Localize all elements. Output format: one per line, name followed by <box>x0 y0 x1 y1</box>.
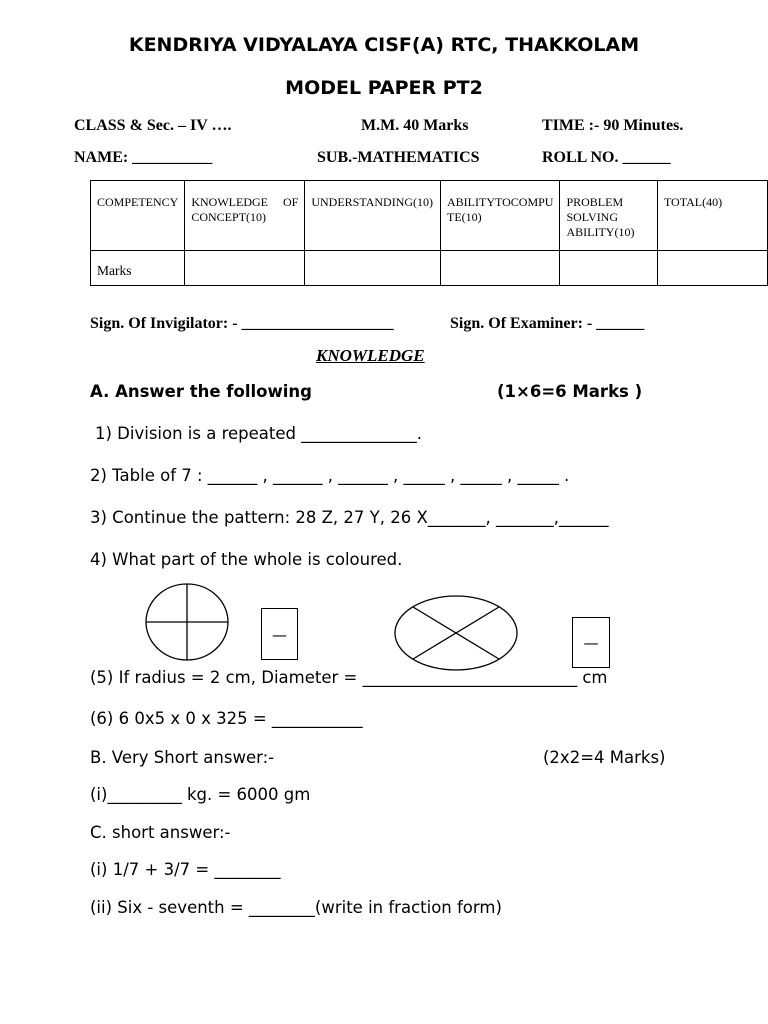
marks-cell <box>441 251 560 286</box>
section-b-title: B. Very Short answer:- <box>90 748 275 767</box>
question-a4: 4) What part of the whole is coloured. <box>90 550 403 569</box>
max-marks: M.M. 40 Marks <box>361 117 469 134</box>
subject-info: SUB.-MATHEMATICS <box>317 149 480 166</box>
question-b1: (i)_________ kg. = 6000 gm <box>90 785 311 804</box>
competency-header: COMPETENCY <box>91 181 185 251</box>
section-heading: KNOWLEDGE <box>316 346 425 365</box>
question-c2: (ii) Six - seventh = ________(write in fraction form) <box>90 898 502 917</box>
question-a1: 1) Division is a repeated ______________. <box>95 424 422 443</box>
question-a3: 3) Continue the pattern: 28 Z, 27 Y, 26 X_______, _______,______ <box>90 508 609 527</box>
competency-table <box>90 180 768 286</box>
section-c-title: C. short answer:- <box>90 823 231 842</box>
ellipse-quarters-figure <box>394 595 518 673</box>
problem-solving-header: PROBLEM SOLVING ABILITY(10) <box>560 181 657 251</box>
knowledge-header: KNOWLEDGE OF CONCEPT(10) <box>185 181 305 251</box>
ability-header: ABILITYTOCOMPU TE(10) <box>441 181 560 251</box>
roll-number: ROLL NO. ______ <box>542 149 671 166</box>
marks-label: Marks <box>91 251 185 286</box>
examiner-signature: Sign. Of Examiner: - ______ <box>450 315 645 332</box>
table-header-row <box>91 181 768 251</box>
section-b-marks: (2x2=4 Marks) <box>543 748 666 767</box>
understanding-header: UNDERSTANDING(10) <box>305 181 441 251</box>
marks-row <box>91 251 768 286</box>
total-header: TOTAL(40) <box>657 181 767 251</box>
marks-cell <box>185 251 305 286</box>
question-c1: (i) 1/7 + 3/7 = ________ <box>90 860 281 879</box>
section-a-title: A. Answer the following <box>90 382 312 401</box>
class-info: CLASS & Sec. – IV …. <box>74 117 232 134</box>
question-a6: (6) 6 0x5 x 0 x 325 = ___________ <box>90 709 363 728</box>
invigilator-signature: Sign. Of Invigilator: - ___________________ <box>90 315 394 332</box>
time-info: TIME :- 90 Minutes. <box>542 117 684 134</box>
fraction-answer-box: — <box>261 608 298 660</box>
question-a2: 2) Table of 7 : ______ , ______ , ______ , _____ , _____ , _____ . <box>90 466 570 485</box>
name-field: NAME: __________ <box>74 149 213 166</box>
circle-quarters-figure <box>144 583 232 661</box>
marks-cell <box>560 251 657 286</box>
section-a-marks: (1×6=6 Marks ) <box>497 382 643 401</box>
marks-cell <box>657 251 767 286</box>
fraction-answer-box: — <box>572 617 610 668</box>
marks-cell <box>305 251 441 286</box>
paper-title: MODEL PAPER PT2 <box>285 77 483 99</box>
question-a5: (5) If radius = 2 cm, Diameter = __________________________ cm <box>90 668 608 687</box>
school-name: KENDRIYA VIDYALAYA CISF(A) RTC, THAKKOLAM <box>128 34 640 56</box>
